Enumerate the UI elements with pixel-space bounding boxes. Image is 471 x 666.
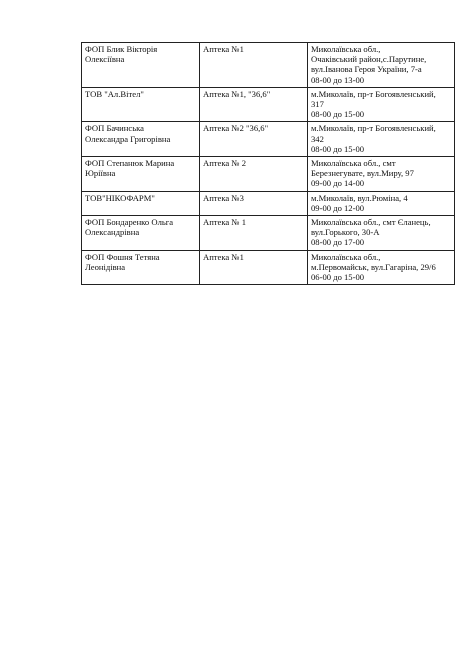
owner-cell-line: Леонідівна: [85, 261, 126, 272]
owner-cell-line: Олександра Григорівна: [85, 133, 171, 144]
address-hours-cell-line: м.Первомайськ, вул.Гагаріна, 29/6: [311, 261, 436, 272]
address-hours-cell-line: 08-00 до 15-00: [311, 143, 365, 154]
table-row: [82, 250, 455, 285]
address-hours-cell: [308, 87, 455, 122]
address-hours-cell-line: Березнегувате, вул.Миру, 97: [311, 168, 414, 179]
address-hours-cell-line: 317: [311, 99, 324, 110]
pharmacy-cell: [200, 250, 308, 285]
address-hours-cell-line: 08-00 до 15-00: [311, 109, 365, 120]
address-hours-cell-line: 342: [311, 133, 324, 144]
pharmacy-cell-text: Аптека №1: [203, 251, 244, 262]
address-hours-cell: [308, 122, 455, 157]
address-hours-cell: [308, 216, 455, 251]
address-hours-cell: [308, 191, 455, 215]
pharmacy-cell: [200, 43, 308, 88]
address-hours-cell: [308, 157, 455, 192]
owner-cell-line: ФОП Блик Вікторія: [85, 44, 158, 54]
owner-cell-line: ТОВ "Ал.Вітел": [85, 88, 144, 99]
address-hours-cell-line: 06-00 до 15-00: [311, 272, 365, 283]
address-hours-cell-line: м.Миколаїв, пр-т Богоявленський,: [311, 123, 436, 134]
address-hours-cell-line: Миколаївська обл., смт: [311, 158, 396, 169]
owner-cell: [82, 191, 200, 215]
owner-cell-line: ФОП Степанюк Марина: [85, 158, 175, 169]
pharmacy-cell: [200, 191, 308, 215]
owner-cell: [82, 87, 200, 122]
address-hours-cell-line: 08-00 до 13-00: [311, 74, 365, 85]
owner-cell-line: Олександрівна: [85, 227, 140, 238]
owner-cell: [82, 43, 200, 88]
owner-cell-line: ФОП Бондаренко Ольга: [85, 217, 174, 228]
address-hours-cell-line: м.Миколаїв, пр-т Богоявленський,: [311, 88, 436, 99]
table-row: [82, 43, 455, 88]
pharmacy-cell-text: Аптека №3: [203, 192, 244, 203]
owner-cell-line: ФОП Бачинська: [85, 123, 144, 134]
pharmacy-cell-text: Аптека №1, "36,6": [203, 88, 271, 99]
table-row: [82, 191, 455, 215]
pharmacy-table-body: [82, 43, 455, 285]
table-row: [82, 87, 455, 122]
address-hours-cell: [308, 43, 455, 88]
address-hours-cell-line: 09-00 до 14-00: [311, 178, 365, 189]
pharmacy-cell-text: Аптека № 1: [203, 217, 247, 228]
pharmacy-cell-text: Аптека №1: [203, 44, 244, 54]
pharmacy-cell-text: Аптека № 2: [203, 158, 247, 169]
address-hours-cell-line: Очаківський район,с.Парутине,: [311, 54, 427, 65]
address-hours-cell-line: 08-00 до 17-00: [311, 237, 365, 248]
address-hours-cell: [308, 250, 455, 285]
address-hours-cell-line: 09-00 до 12-00: [311, 202, 365, 213]
owner-cell: [82, 157, 200, 192]
pharmacy-cell: [200, 87, 308, 122]
address-hours-cell-line: Миколаївська обл., смт Єланець,: [311, 217, 431, 228]
owner-cell-line: Олексіївна: [85, 54, 125, 65]
pharmacy-cell: [200, 122, 308, 157]
owner-cell-line: Юріївна: [85, 168, 116, 179]
owner-cell: [82, 250, 200, 285]
table-row: [82, 216, 455, 251]
address-hours-cell-line: вул.Горького, 30-А: [311, 227, 380, 238]
pharmacy-cell-text: Аптека №2 "36,6": [203, 123, 269, 134]
owner-cell: [82, 122, 200, 157]
pharmacy-table: [81, 42, 455, 285]
pharmacy-cell: [200, 157, 308, 192]
table-row: [82, 122, 455, 157]
pharmacy-cell: [200, 216, 308, 251]
owner-cell-line: ТОВ"НІКОФАРМ": [85, 192, 155, 203]
address-hours-cell-line: Миколаївська обл.,: [311, 44, 381, 54]
table-row: [82, 157, 455, 192]
address-hours-cell-line: вул.Іванова Героя України, 7-а: [311, 64, 422, 75]
address-hours-cell-line: Миколаївська обл.,: [311, 251, 381, 262]
owner-cell-line: ФОП Фошня Тетяна: [85, 251, 160, 262]
address-hours-cell-line: м.Миколаїв, вул.Рюміна, 4: [311, 192, 408, 203]
owner-cell: [82, 216, 200, 251]
